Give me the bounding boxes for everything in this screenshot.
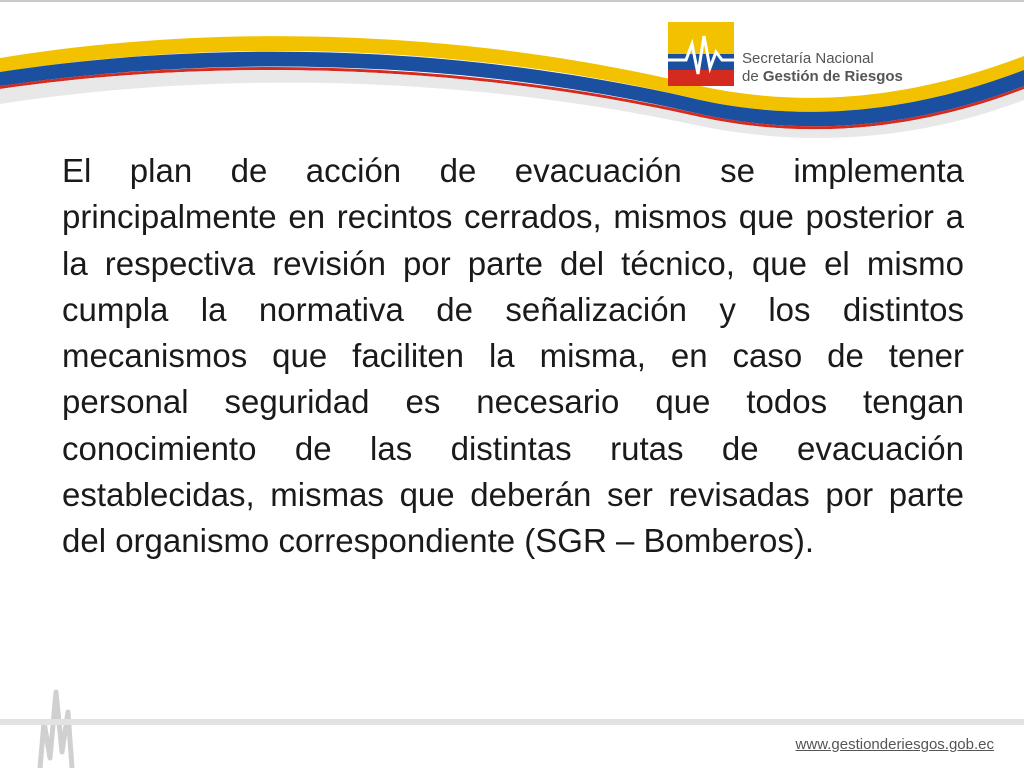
- logo-line-2-bold: Gestión de Riesgos: [762, 68, 903, 85]
- body-paragraph: El plan de acción de evacuación se implementa principalmente en recintos cerrados, mismos que posterior a la respectiva revisión por parte del técnico, que el mismo cumpla la normativa de señalización y los distintos mecanismos que faciliten la misma, en caso de tener personal seguridad es necesario que todos tengan conocimiento de las distintas rutas de evacuación establecidas, mismas que deberán ser revisadas por parte del organismo correspondiente (SGR – Bomberos).: [62, 152, 964, 560]
- pulse-line-icon: [0, 662, 100, 768]
- footer-divider: [0, 719, 1024, 725]
- logo-line-1: Secretaría Nacional: [742, 50, 874, 67]
- footer-website-link[interactable]: www.gestionderiesgos.gob.ec: [795, 736, 994, 753]
- sgr-logo: [668, 22, 918, 92]
- sgr-flag-mark-icon: [668, 22, 734, 86]
- logo-line-2: [742, 68, 903, 86]
- logo-text: [742, 50, 903, 86]
- logo-line-2-prefix: de: [742, 68, 763, 85]
